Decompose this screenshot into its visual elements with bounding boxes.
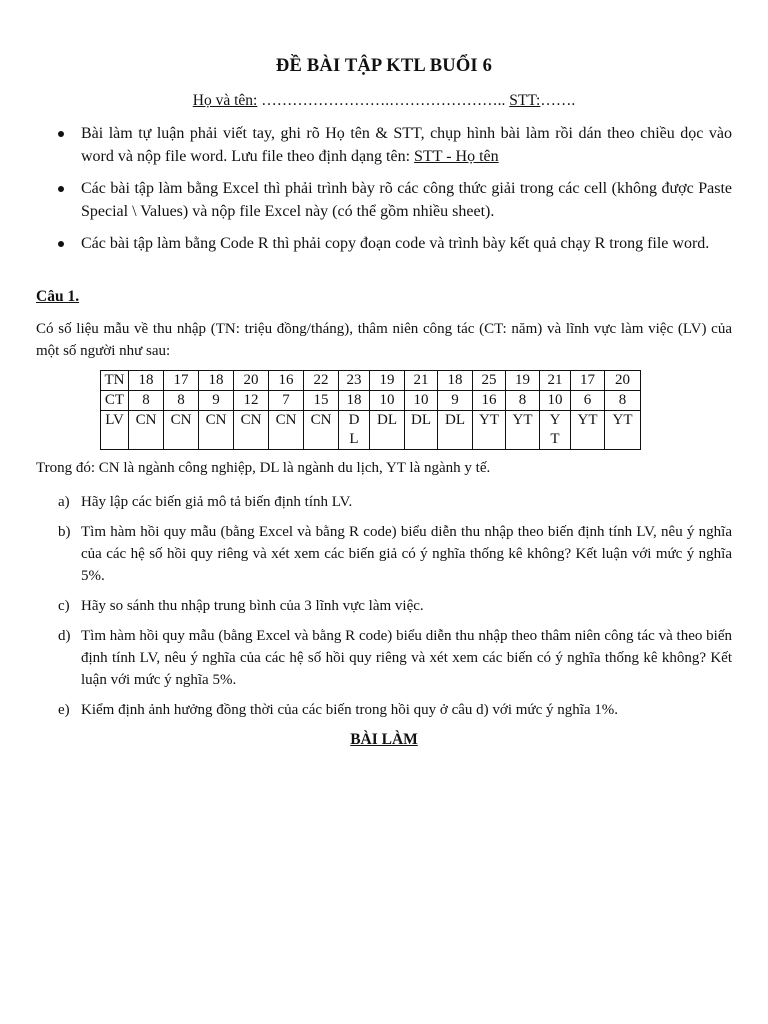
table-cell: 16 (473, 391, 506, 411)
table-cell: 12 (234, 391, 269, 411)
table-cell: YT (473, 411, 506, 450)
table-cell: CN (269, 411, 304, 450)
table-cell: 6 (571, 391, 605, 411)
subquestion-b (58, 521, 732, 587)
table-cell: 7 (269, 391, 304, 411)
table-cell: CN (304, 411, 339, 450)
table-cell: 10 (405, 391, 438, 411)
table-cell: Y T (540, 411, 571, 450)
table-cell: 19 (506, 371, 540, 391)
subquestion-label: c) (58, 598, 70, 614)
table-cell: DL (370, 411, 405, 450)
name-label: Họ và tên: (192, 92, 258, 109)
table-cell: 20 (605, 371, 641, 391)
stt-label: STT: (509, 92, 541, 109)
table-cell: 17 (164, 371, 199, 391)
instruction-item (58, 177, 732, 223)
subquestion-c (58, 595, 732, 617)
table-cell: DL (405, 411, 438, 450)
table-cell: 21 (540, 371, 571, 391)
table-cell: CN (199, 411, 234, 450)
table-cell: 25 (473, 371, 506, 391)
row-header-cell: CT (101, 391, 129, 411)
name-dots: …………………….………………….. (257, 92, 510, 109)
row-header-cell: TN (101, 371, 129, 391)
document-title: ĐỀ BÀI TẬP KTL BUỔI 6 (275, 56, 493, 76)
table-cell: 10 (540, 391, 571, 411)
table-cell: YT (571, 411, 605, 450)
answer-heading: BÀI LÀM (350, 731, 418, 748)
table-cell: CN (234, 411, 269, 450)
table-cell: 18 (199, 371, 234, 391)
table-row (101, 411, 641, 450)
data-table (100, 370, 641, 450)
subquestion-text: Hãy lập các biến giả mô tả biến định tính LV. (81, 494, 353, 510)
table-cell: 15 (304, 391, 339, 411)
question-heading: Câu 1. (36, 288, 80, 305)
subquestion-label: d) (58, 628, 71, 644)
table-cell: 19 (370, 371, 405, 391)
table-cell: YT (605, 411, 641, 450)
question-intro: Có số liệu mẫu về thu nhập (TN: triệu đồng/tháng), thâm niên công tác (CT: năm) và lĩnh vực làm việc (LV) của một số người như sau: (36, 321, 732, 359)
instruction-text: Các bài tập làm bằng Excel thì phải trình bày rõ các công thức giải trong các cell (không được Paste Special \ Values) và nộp file Excel này (có thể gồm nhiều sheet). (81, 180, 732, 220)
table-cell: 8 (605, 391, 641, 411)
table-note: Trong đó: CN là ngành công nghiệp, DL là ngành du lịch, YT là ngành y tế. (36, 460, 491, 476)
subquestion-e (58, 699, 732, 721)
table-cell: YT (506, 411, 540, 450)
table-cell: 18 (438, 371, 473, 391)
subquestion-label: e) (58, 702, 70, 718)
table-cell: 8 (129, 391, 164, 411)
file-name-format: STT - Họ tên (414, 148, 499, 165)
stt-dots: ……. (540, 92, 576, 109)
table-cell: 9 (199, 391, 234, 411)
name-line (0, 92, 768, 110)
subquestion-text: Kiểm định ảnh hưởng đồng thời của các biến trong hồi quy ở câu d) với mức ý nghĩa 1%. (81, 702, 619, 718)
table-cell: 20 (234, 371, 269, 391)
subquestion-a (58, 491, 732, 513)
row-header-cell: LV (101, 411, 129, 450)
table-cell: 18 (129, 371, 164, 391)
table-cell: 22 (304, 371, 339, 391)
instruction-text: Các bài tập làm bằng Code R thì phải copy đoạn code và trình bày kết quả chạy R trong file word. (81, 235, 710, 252)
subquestion-text: Tìm hàm hồi quy mẫu (bằng Excel và bằng R code) biểu diễn thu nhập theo thâm niên công tác và theo biến định tính LV, nêu ý nghĩa của các hệ số hồi quy riêng và xét xem các biến có ý nghĩa thống kê không? Kết luận với mức ý nghĩa 5%. (81, 628, 732, 688)
table-cell: 8 (506, 391, 540, 411)
table-cell: CN (129, 411, 164, 450)
table-cell: 9 (438, 391, 473, 411)
table-cell: 10 (370, 391, 405, 411)
table-row (101, 391, 641, 411)
subquestion-text: Tìm hàm hồi quy mẫu (bằng Excel và bằng R code) biểu diễn thu nhập theo biến định tính LV, nêu ý nghĩa của các hệ số hồi quy riêng và xét xem các biến giả có ý nghĩa thống kê không? Kết luận với mức ý nghĩa 5%. (81, 524, 732, 584)
table-cell: CN (164, 411, 199, 450)
subquestion-text: Hãy so sánh thu nhập trung bình của 3 lĩnh vực làm việc. (81, 598, 424, 614)
table-cell: 23 (339, 371, 370, 391)
table-cell: DL (438, 411, 473, 450)
table-cell: 18 (339, 391, 370, 411)
subquestion-label: b) (58, 524, 71, 540)
table-row (101, 371, 641, 391)
instruction-item (58, 232, 732, 255)
table-cell: 21 (405, 371, 438, 391)
instruction-item (58, 122, 732, 168)
subquestion-label: a) (58, 494, 70, 510)
table-cell: 17 (571, 371, 605, 391)
instruction-text: Bài làm tự luận phải viết tay, ghi rõ Họ tên & STT, chụp hình bài làm rồi dán theo chiều dọc vào word và nộp file word. Lưu file theo định dạng tên: (81, 125, 732, 165)
table-cell: D L (339, 411, 370, 450)
table-cell: 8 (164, 391, 199, 411)
subquestion-d (58, 625, 732, 691)
instruction-list (58, 122, 732, 264)
table-cell: 16 (269, 371, 304, 391)
